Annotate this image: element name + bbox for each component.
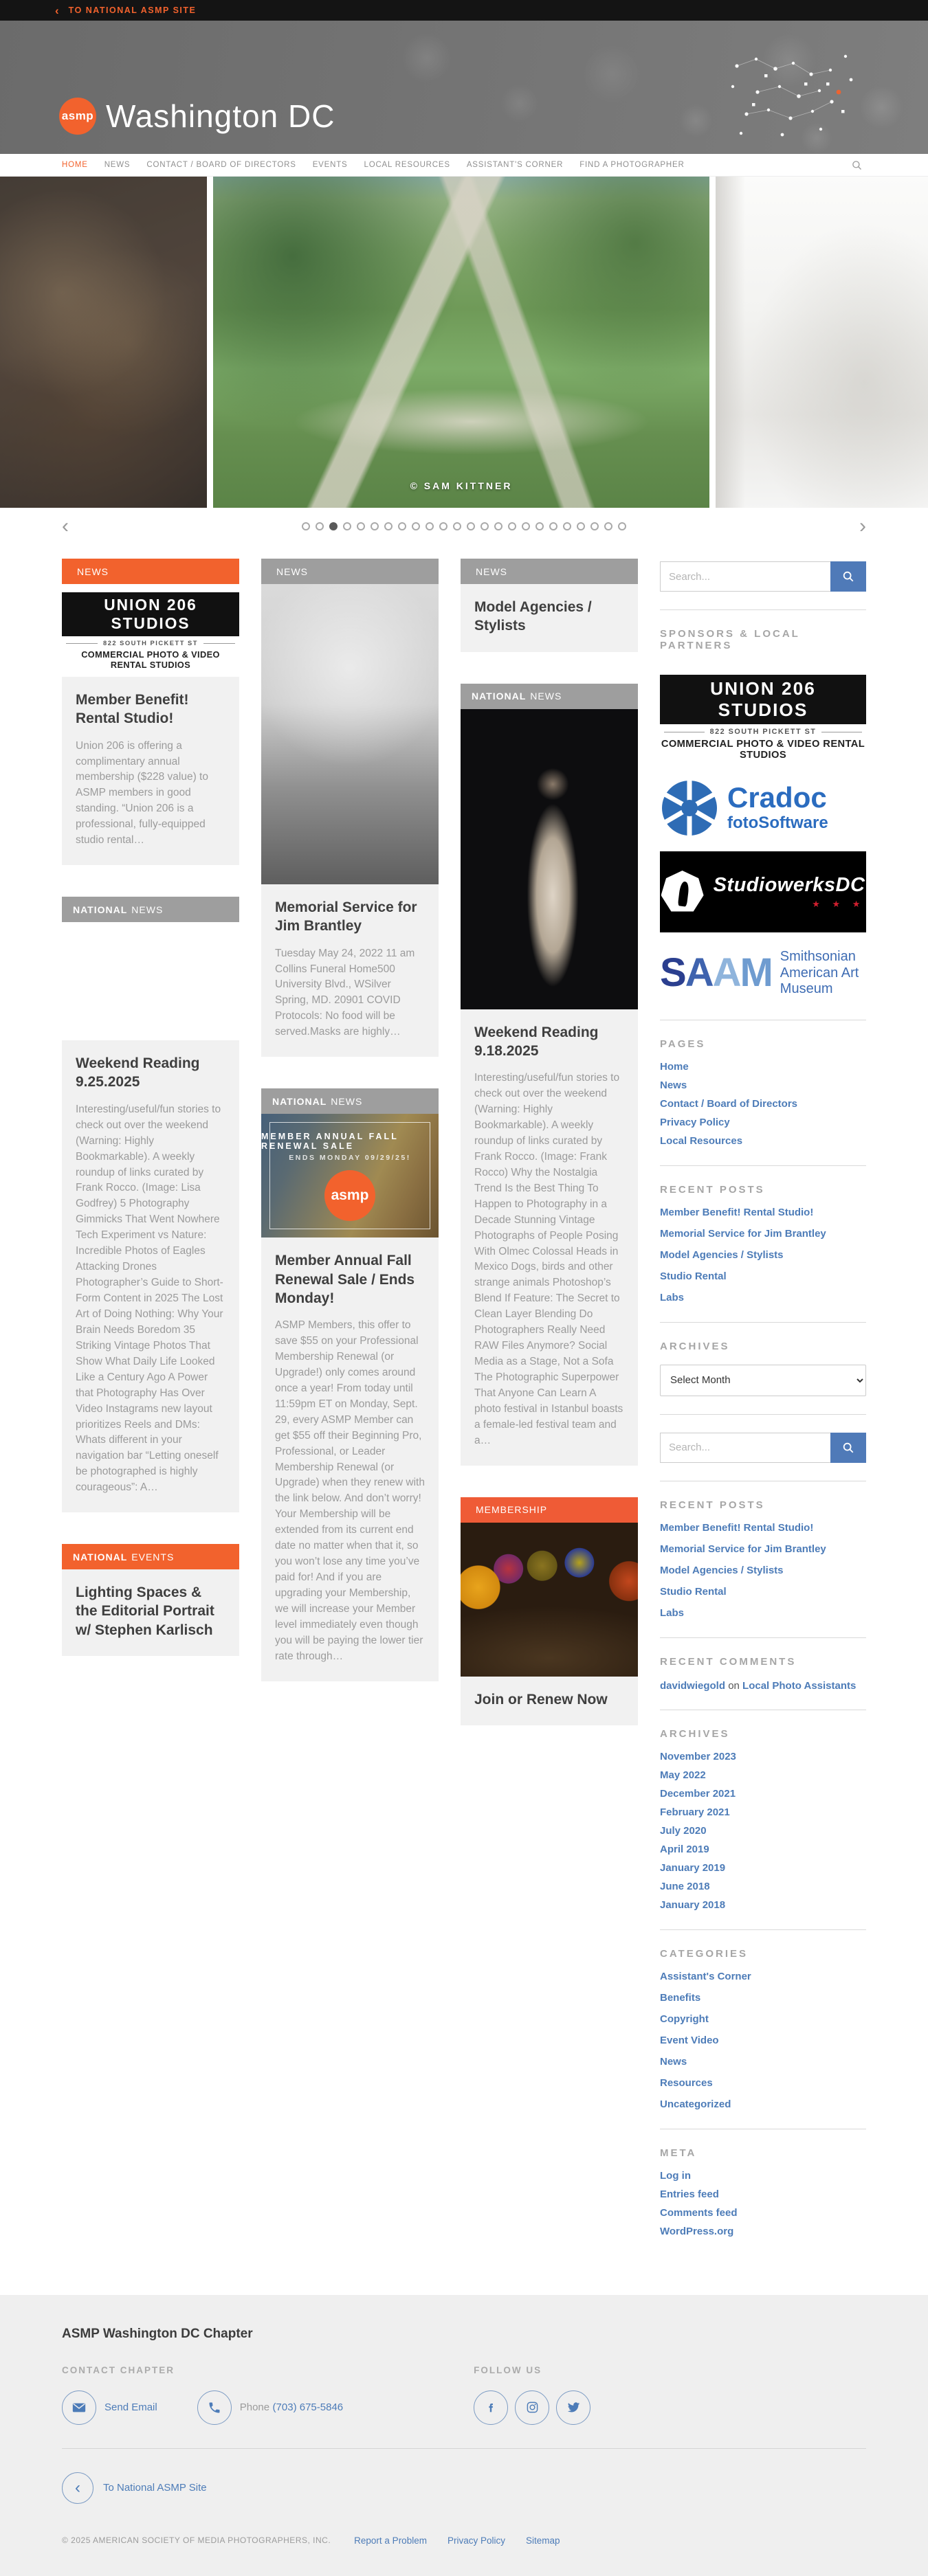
footer-chapter-title: ASMP Washington DC Chapter xyxy=(62,2326,253,2341)
union206-tagline: COMMERCIAL PHOTO & VIDEO RENTAL STUDIOS xyxy=(81,649,220,670)
carousel-dot[interactable] xyxy=(535,522,544,530)
divider xyxy=(660,1322,866,1323)
badge-bold-text: NATIONAL xyxy=(73,904,128,915)
article-title[interactable]: Join or Renew Now xyxy=(474,1691,608,1707)
widget-archives-list xyxy=(660,1728,866,1912)
back-chevron-icon: ‹ xyxy=(55,3,59,17)
badge-bold-text: NATIONAL xyxy=(472,691,527,702)
follow-heading: FOLLOW US xyxy=(474,2364,542,2375)
search-input[interactable] xyxy=(660,1433,830,1463)
aperture-icon xyxy=(660,779,719,838)
widget-heading: RECENT COMMENTS xyxy=(660,1655,797,1668)
sidebar xyxy=(660,559,866,2244)
recent-post-link[interactable]: Memorial Service for Jim Brantley xyxy=(660,1227,826,1240)
carousel-dot[interactable] xyxy=(412,522,420,530)
site-logo-link[interactable] xyxy=(59,98,335,135)
article-excerpt: Union 206 is offering a complimentary annual membership ($228 value) to ASMP members in good standing. “Union 206 is a professional, fully-equipped studio rental… xyxy=(76,739,208,847)
article-card xyxy=(461,559,638,652)
carousel-dot[interactable] xyxy=(371,522,379,530)
widget-heading: RECENT POSTS xyxy=(660,1499,765,1511)
article-excerpt: Tuesday May 24, 2022 11 am Collins Funeral Home500 University Blvd., WSilver Spring, MD. 20901 COVID Protocols: No food will be served.Masks are highly… xyxy=(275,947,415,1038)
recent-post-link[interactable]: Studio Rental xyxy=(660,1585,727,1598)
article-card xyxy=(62,897,239,1512)
article-card xyxy=(261,1088,439,1681)
archives-month-select[interactable] xyxy=(660,1365,866,1396)
archive-month-link[interactable]: June 2018 xyxy=(660,1880,710,1892)
carousel-dot[interactable] xyxy=(522,522,530,530)
asmp-logo-icon: asmp xyxy=(59,98,96,135)
article-title[interactable]: Memorial Service for Jim Brantley xyxy=(275,899,417,934)
archive-month-link[interactable]: November 2023 xyxy=(660,1750,736,1762)
carousel-dot[interactable] xyxy=(398,522,406,530)
badge-bold-text: NATIONAL xyxy=(272,1095,327,1107)
union206-address: 822 SOUTH PICKETT ST xyxy=(103,640,198,647)
saam-acronym: S A A M xyxy=(660,950,772,996)
divider xyxy=(62,2448,866,2449)
card-body xyxy=(261,884,439,1057)
category-link[interactable]: Resources xyxy=(660,2076,713,2089)
widget-heading: META xyxy=(660,2147,697,2159)
nav-item[interactable]: CONTACT / BOARD OF DIRECTORS xyxy=(146,161,296,169)
banner-subline: ENDS MONDAY 09/29/25! xyxy=(289,1154,411,1163)
badge-text: NEWS xyxy=(331,1095,363,1107)
recent-post-link[interactable]: Model Agencies / Stylists xyxy=(660,1248,784,1261)
nav-item[interactable]: HOME xyxy=(62,161,88,169)
site-header xyxy=(0,21,928,154)
recent-post-link[interactable]: Model Agencies / Stylists xyxy=(660,1564,784,1576)
carousel-dot[interactable] xyxy=(508,522,516,530)
article-title[interactable]: Model Agencies / Stylists xyxy=(474,599,592,634)
divider xyxy=(660,1165,866,1166)
union206-name: UNION 206 STUDIOS xyxy=(62,592,239,636)
copyright: © 2025 AMERICAN SOCIETY OF MEDIA PHOTOGRAPHERS, INC. xyxy=(62,2535,331,2546)
us-map-graphic xyxy=(716,38,862,147)
category-link[interactable]: Copyright xyxy=(660,2013,709,2025)
divider xyxy=(660,1414,866,1415)
main-content xyxy=(0,545,928,2285)
category-badge-news[interactable] xyxy=(261,559,439,584)
category-badge-national-news[interactable] xyxy=(62,897,239,922)
carousel-dot[interactable] xyxy=(453,522,461,530)
badge-bold-text: NATIONAL xyxy=(73,1551,128,1563)
carousel-dot[interactable] xyxy=(590,522,599,530)
footer-follow-section xyxy=(474,2365,590,2425)
carousel-dot[interactable] xyxy=(316,522,324,530)
badge-text: MEMBERSHIP xyxy=(476,1504,548,1516)
category-link[interactable]: Assistant's Corner xyxy=(660,1970,751,1982)
widget-heading: CATEGORIES xyxy=(660,1947,749,1960)
article-title[interactable]: Weekend Reading 9.18.2025 xyxy=(474,1024,599,1059)
badge-text: EVENTS xyxy=(131,1551,175,1563)
meta-link[interactable]: Comments feed xyxy=(660,2206,738,2219)
article-column-1 xyxy=(62,559,239,1656)
footer-bottom-bar xyxy=(62,2535,866,2546)
footer-link[interactable]: Privacy Policy xyxy=(447,2535,505,2546)
archive-month-link[interactable]: January 2018 xyxy=(660,1899,726,1911)
widget-heading: RECENT POSTS xyxy=(660,1183,765,1196)
article-excerpt: Interesting/useful/fun stories to check out over the weekend (Warning: Highly Bookmarkable). A weekly roundup of links curated by Frank Rocco. (Image: Frank Rocco) Why the Nostalgia Trend Is the Best Thing To Happen to Photography in a Decade Stunning Vintage Photographs of People Posing With Olmec Colossal Heads in Mexico Dogs, birds and other strange animals Photoshop’s Blend If Feature: The Secret to Clean Layer Blending Do Photographers Really Need RAW Files Anymore? Social Media as a Stage, Not a Sofa The Photographic Superpower That Anyone Can Learn A photo festival in Istanbul boasts a female-led festival team and a… xyxy=(474,1072,623,1446)
sidebar-search-secondary xyxy=(660,1433,866,1463)
widget-heading: ARCHIVES xyxy=(660,1727,730,1740)
badge-text: NEWS xyxy=(77,565,109,577)
carousel-dot[interactable] xyxy=(618,522,626,530)
article-excerpt: ASMP Members, this offer to save $55 on your Professional Membership Renewal (or Upgrade!) only comes around once a year! From today until 11:59pm ET on Monday, Sept. 29, every ASMP Member can get $55 off their Beginning Pro, Professional, or Leader Membership Renewal (or Upgrade) when they renew with the link below. And don’t worry! Your Membership will be extended from its current end date no matter when that it, so you won’t lose any time you’ve paid for! And if you are upgrading your Membership, we will increase your Member level immediately even though you will be paying the lower tier rate through… xyxy=(275,1319,425,1662)
model-photo[interactable] xyxy=(461,709,638,1009)
widget-recent-posts xyxy=(660,1184,866,1304)
search-button[interactable] xyxy=(830,561,866,592)
carousel-dot[interactable] xyxy=(577,522,585,530)
balloon-festival-photo[interactable] xyxy=(461,1523,638,1677)
category-link[interactable]: Uncategorized xyxy=(660,2098,731,2110)
nav-item[interactable]: ASSISTANT'S CORNER xyxy=(466,161,564,169)
carousel-dot[interactable] xyxy=(343,522,351,530)
nav-item[interactable]: LOCAL RESOURCES xyxy=(364,161,450,169)
category-badge-national-news[interactable] xyxy=(261,1088,439,1114)
facebook-icon[interactable] xyxy=(474,2390,508,2425)
nav-item[interactable]: FIND A PHOTOGRAPHER xyxy=(579,161,685,169)
national-site-label: To National ASMP Site xyxy=(103,2482,207,2494)
carousel-dots xyxy=(69,522,859,530)
sidebar-page-link[interactable]: News xyxy=(660,1079,687,1091)
widget-heading: SPONSORS & LOCAL PARTNERS xyxy=(660,628,800,651)
card-body xyxy=(62,677,239,865)
sponsor-studiowerksdc-logo[interactable] xyxy=(660,851,866,932)
widget-recent-posts-secondary xyxy=(660,1499,866,1620)
card-body xyxy=(62,1040,239,1512)
search-button[interactable] xyxy=(830,1433,866,1463)
nav-item[interactable]: EVENTS xyxy=(312,161,348,169)
carousel-slide-park[interactable] xyxy=(213,177,709,508)
asmp-logo-icon: asmp xyxy=(324,1170,375,1221)
sponsor-saam-logo[interactable] xyxy=(660,939,866,1002)
article-title[interactable]: Weekend Reading 9.25.2025 xyxy=(76,1055,200,1090)
widget-heading: PAGES xyxy=(660,1038,706,1050)
comment-author-link[interactable]: davidwiegold xyxy=(660,1679,726,1692)
divider xyxy=(660,609,866,610)
article-excerpt: Interesting/useful/fun stories to check out over the weekend (Warning: Highly Bookmarkable). A weekly roundup of links curated by Frank Rocco. (Image: Lisa Godfrey) 5 Photography Gimmicks That Went Nowhere Tech Experiment vs Nature: Incredible Photos of Eagles Attacking Drones Photographer’s Guide to Short-Form Content in 2025 The Lost Art of Doing Nothing: Why Your Brain Needs Boredom 35 Striking Vintage Photos That Show What Daily Life Looked Like a Century Ago A Power that Photography Has Over Video Instagrams new layout prioritizes Reels and DMs: Whats different in your navigation bar “Letting oneself be photographed is highly courageous”: A… xyxy=(76,1103,223,1494)
recent-post-link[interactable]: Labs xyxy=(660,1606,685,1619)
contact-heading: CONTACT CHAPTER xyxy=(62,2364,175,2375)
studiowerks-stars: ★ ★ ★ xyxy=(812,899,865,909)
carousel-dot[interactable] xyxy=(563,522,571,530)
site-title: Washington DC xyxy=(106,98,335,134)
widget-pages xyxy=(660,1038,866,1147)
map-highlight-dot xyxy=(837,90,841,95)
sidebar-page-link[interactable]: Home xyxy=(660,1060,689,1073)
instagram-icon[interactable] xyxy=(515,2390,549,2425)
widget-recent-comments xyxy=(660,1656,866,1692)
carousel-dot[interactable] xyxy=(329,522,338,530)
article-card xyxy=(461,684,638,1466)
phone-prefix: Phone xyxy=(239,2401,270,2413)
comment-post-link[interactable]: Local Photo Assistants xyxy=(742,1679,857,1692)
cradoc-name: Cradoc xyxy=(727,781,827,814)
carousel-dot[interactable] xyxy=(604,522,612,530)
category-link[interactable]: Event Video xyxy=(660,2034,719,2046)
recent-post-link[interactable]: Studio Rental xyxy=(660,1270,727,1282)
footer-link[interactable]: Sitemap xyxy=(526,2535,560,2546)
twitter-icon[interactable] xyxy=(556,2390,590,2425)
cradoc-subname: fotoSoftware xyxy=(727,814,828,832)
badge-text: NEWS xyxy=(131,904,164,915)
meta-link[interactable]: Entries feed xyxy=(660,2188,719,2200)
to-national-asmp-site-link[interactable] xyxy=(62,2472,207,2504)
card-body xyxy=(461,584,638,652)
recent-post-link[interactable]: Memorial Service for Jim Brantley xyxy=(660,1543,826,1555)
main-nav xyxy=(0,154,928,177)
footer xyxy=(0,2295,928,2576)
archive-month-link[interactable]: January 2019 xyxy=(660,1861,726,1874)
union206-address: 822 SOUTH PICKETT ST xyxy=(709,728,817,736)
article-title[interactable]: Lighting Spaces & the Editorial Portrait w/ Stephen Karlisch xyxy=(76,1584,214,1638)
recent-post-link[interactable]: Member Benefit! Rental Studio! xyxy=(660,1206,814,1218)
article-card xyxy=(62,1544,239,1656)
meta-link[interactable]: Log in xyxy=(660,2169,691,2182)
card-body xyxy=(261,1237,439,1681)
carousel-dot[interactable] xyxy=(480,522,489,530)
article-card xyxy=(62,559,239,865)
article-column-3 xyxy=(461,559,638,1725)
card-body xyxy=(461,1009,638,1466)
phone-link[interactable] xyxy=(197,2390,343,2425)
carousel-dot[interactable] xyxy=(357,522,365,530)
send-email-link[interactable] xyxy=(62,2390,157,2425)
category-link[interactable]: News xyxy=(660,2055,687,2068)
archive-month-link[interactable]: April 2019 xyxy=(660,1843,709,1855)
article-card xyxy=(261,559,439,1057)
archive-month-link[interactable]: February 2021 xyxy=(660,1806,730,1818)
article-title[interactable]: Member Benefit! Rental Studio! xyxy=(76,692,189,727)
carousel-dot[interactable] xyxy=(549,522,557,530)
search-input[interactable] xyxy=(660,561,830,592)
search-icon[interactable] xyxy=(852,160,862,170)
carousel-dot[interactable] xyxy=(384,522,393,530)
cow-photo[interactable] xyxy=(62,922,239,1040)
photo-credit: © SAM KITTNER xyxy=(410,480,513,491)
carousel-prev-arrow[interactable]: ‹ xyxy=(62,515,69,537)
widget-heading: ARCHIVES xyxy=(660,1340,730,1352)
carousel-next-arrow[interactable]: › xyxy=(859,515,866,537)
top-utility-bar xyxy=(0,0,928,21)
recent-post-link[interactable]: Member Benefit! Rental Studio! xyxy=(660,1521,814,1534)
studiowerks-icon xyxy=(661,871,704,913)
article-card xyxy=(461,1497,638,1725)
category-badge-national-events[interactable] xyxy=(62,1544,239,1569)
widget-archives-dropdown xyxy=(660,1341,866,1396)
sidebar-search xyxy=(660,561,866,592)
banner-headline: MEMBER ANNUAL FALL RENEWAL SALE xyxy=(261,1132,399,1152)
archive-month-link[interactable]: May 2022 xyxy=(660,1769,706,1781)
sponsor-union206-logo[interactable] xyxy=(660,667,866,768)
category-badge-national-news[interactable] xyxy=(461,684,638,709)
meta-link[interactable]: WordPress.org xyxy=(660,2225,734,2237)
nav-links xyxy=(62,161,852,169)
sidebar-page-link[interactable]: Local Resources xyxy=(660,1134,743,1147)
widget-sponsors xyxy=(660,628,866,1002)
category-link[interactable]: Benefits xyxy=(660,1991,701,2004)
phone-number: (703) 675-5846 xyxy=(272,2401,344,2413)
sidebar-page-link[interactable]: Privacy Policy xyxy=(660,1116,730,1128)
divider xyxy=(660,1929,866,1930)
footer-contact-section xyxy=(62,2365,343,2425)
union206-name: UNION 206 STUDIOS xyxy=(660,675,866,724)
carousel-dot[interactable] xyxy=(467,522,475,530)
archive-month-link[interactable]: December 2021 xyxy=(660,1787,736,1800)
union206-tagline: COMMERCIAL PHOTO & VIDEO RENTAL STUDIOS xyxy=(661,739,865,761)
renewal-sale-banner[interactable] xyxy=(261,1114,439,1237)
sponsor-cradoc-logo[interactable] xyxy=(660,768,866,844)
badge-text: NEWS xyxy=(476,565,507,577)
hero-carousel xyxy=(0,177,928,508)
card-body xyxy=(62,1569,239,1656)
category-badge-membership[interactable] xyxy=(461,1497,638,1523)
sidebar-page-link[interactable]: Contact / Board of Directors xyxy=(660,1097,798,1110)
carousel-dot[interactable] xyxy=(302,522,310,530)
widget-categories xyxy=(660,1948,866,2111)
carousel-slide-painting[interactable] xyxy=(0,177,207,508)
email-icon xyxy=(62,2390,96,2425)
carousel-dot[interactable] xyxy=(426,522,434,530)
union206-studios-logo[interactable] xyxy=(62,584,239,677)
recent-post-link[interactable]: Labs xyxy=(660,1291,685,1303)
saam-name: Smithsonian American Art Museum xyxy=(780,949,859,997)
recent-comment xyxy=(660,1680,866,1692)
archive-month-link[interactable]: July 2020 xyxy=(660,1824,707,1837)
to-national-asmp-site-link[interactable]: TO NATIONAL ASMP SITE xyxy=(68,5,197,15)
badge-text: NEWS xyxy=(530,691,562,702)
divider xyxy=(660,1637,866,1638)
article-title[interactable]: Member Annual Fall Renewal Sale / Ends Monday! xyxy=(275,1253,415,1306)
comment-connector: on xyxy=(728,1679,740,1692)
back-chevron-icon: ‹ xyxy=(62,2472,93,2504)
phone-icon xyxy=(197,2390,232,2425)
category-badge-news[interactable] xyxy=(461,559,638,584)
carousel-slide-interior[interactable] xyxy=(716,177,928,508)
category-badge-news[interactable] xyxy=(62,559,239,584)
footer-links xyxy=(354,2535,560,2546)
send-email-label: Send Email xyxy=(104,2401,157,2414)
carousel-controls xyxy=(0,508,928,545)
article-column-2 xyxy=(261,559,439,1681)
jim-brantley-portrait-photo[interactable] xyxy=(261,584,439,884)
carousel-dot[interactable] xyxy=(494,522,502,530)
badge-text: NEWS xyxy=(276,565,308,577)
nav-item[interactable]: NEWS xyxy=(104,161,131,169)
carousel-dot[interactable] xyxy=(439,522,448,530)
footer-link[interactable]: Report a Problem xyxy=(354,2535,427,2546)
widget-meta xyxy=(660,2147,866,2238)
card-body xyxy=(461,1677,638,1725)
studiowerks-name: StudiowerksDC xyxy=(713,874,865,896)
